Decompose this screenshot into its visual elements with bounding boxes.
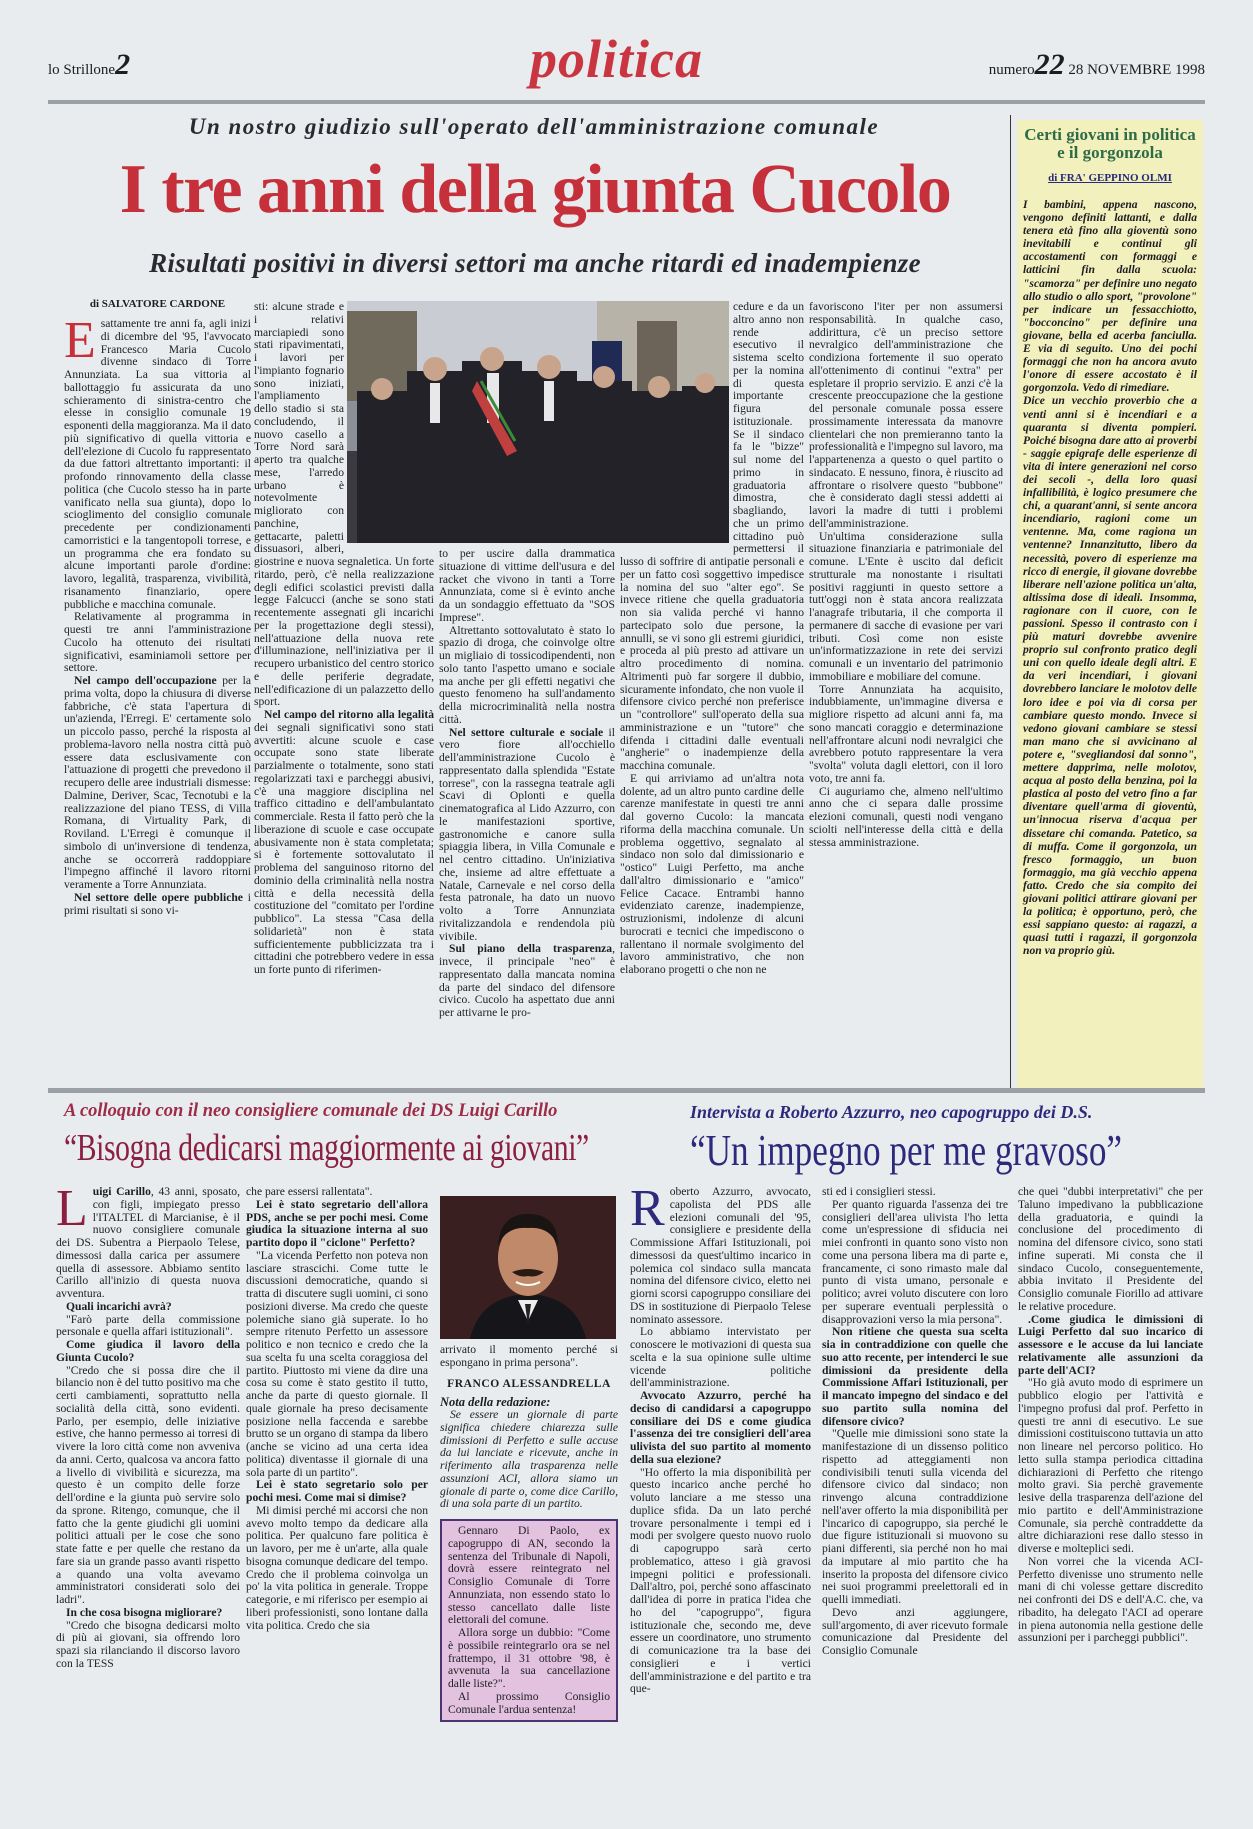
azzurro-column-2 xyxy=(822,1186,1008,1658)
sidebar-title: Certi giovani in politica e il gorgonzola xyxy=(1024,125,1196,162)
interviewee-name: uigi Carillo xyxy=(92,1185,151,1198)
question: .Come giudica le dimissioni di Luigi Perfetto dal suo incarico di assessore e le accuse da lui lanciate relativamente alle assunzioni da parte dell'ACI? xyxy=(1018,1312,1203,1377)
main-byline: di SALVATORE CARDONE xyxy=(89,298,226,310)
paragraph xyxy=(439,943,615,1020)
paragraph xyxy=(64,675,251,892)
paragraph xyxy=(254,709,434,977)
azzurro-column-3 xyxy=(1018,1186,1203,1645)
main-headline: I tre anni della giunta Cucolo xyxy=(119,151,951,228)
paragraph-lead: Nel campo del ritorno alla legalità xyxy=(264,708,434,721)
paper-name-text: lo Strillone xyxy=(48,62,116,78)
paragraph-text: Torre Annunziata ha acquisito, indubbiamente, un'immagine diversa e migliore rispetto ad alcuni anni fa, ma sono mancati coraggio e determinazione nell'affrontare alcuni nodi nevralgici che avrebbero potuto rappresentare la vera "svolta" voluta dagli elettori, con il loro voto, tre anni fa. xyxy=(809,682,1003,785)
box-paragraph: Gennaro Di Paolo, ex capogruppo di AN, secondo la sentenza del Tribunale di Napoli, dovrà essere reintegrato nel Consiglio Comunale di Torre Annunziata, non essendo stato lo stesso cancellato dalle liste elettorali del comune. xyxy=(448,1524,610,1627)
answer: "Ho offerto la mia disponibilità per questo incarico anche perché ho voluto lanciare a me stesso una duplice sfida. Da un lato perché trovare personalmente i tempi ed i modi per svolgere questo nuovo ruolo di capogruppo sarà certo problematico, atteso i già gravosi impegni politici e professionali. Dall'altro, poi, perché sono affascinato dall'idea di porre in pratica l'idea che ho del "capogruppo", figura istituzionale che, secondo me, deve essere un coordinatore, uno strumento di comunicazione tra la base dei consiglieri e i vertici dell'amministrazione e del partito e tra que- xyxy=(630,1465,811,1696)
issue-date: 28 NOVEMBRE 1998 xyxy=(1068,62,1205,78)
paragraph-text: oberto Azzurro, avvocato, capolista del PDS alle elezioni comunali del '95, consigliere e presidente della Commissione Affari Istituzionali, poi dimessosi da quest'ultimo incarico in polemica col sindaco sulla mancata nomina del difensore civico, eletto nei giorni scorsi capogruppo consiliare dei DS in sostituzione di Pierpaolo Telese nominato assessore. xyxy=(630,1185,811,1326)
paragraph-text: E qui arriviamo ad un'altra nota dolente, ad un altro punto cardine delle carenze manifestate in questi tre anni dal governo Cucolo: la mancata riforma della macchina comunale. Un problema oggettivo, segnalato al sindaco non solo dal dimissionario e "ostico" Luigi Perfetto, ma anche dall'altro dimissionario e "amico" Felice Cacace. Entrambi hanno evidenziato carenze, inadempienze, ostruzionismi, indolenze di alcuni burocrati e tecnici che impediscono o rallentano il normale svolgimento del lavoro amministrativo, che non elaborano progetti o che non ne xyxy=(620,771,804,976)
section-title: politica xyxy=(530,29,703,89)
paragraph xyxy=(64,312,251,611)
answer: che quei "dubbi interpretativi" che per Taluno impedivano la pubblicazione della graduatoria, e quindi la conclusione del procedimento di nomina del difensore civico, sono stati infine superati. Mi consta che il sindaco Cucolo, conseguentemente, abbia invitato il Presidente del Consiglio comunale Fiorillo ad attivare le relative procedure. xyxy=(1018,1185,1203,1313)
section-divider xyxy=(48,1088,1205,1093)
answer: "Credo che si possa dire che il bilancio non è del tutto positivo ma che certi cambiamenti, soprattutto nella socialità della città, sono evidenti. Parlo, per esempio, delle iniziative estive, che hanno permesso ai torresi di vivere la loro città come non avveniva da anni. Certo, qualcosa va ancora fatto a livello di vivibilità e sicurezza, ma questo è un compito delle forze dell'ordine e la giunta può servire solo da sprone. Ritengo, comunque, che il fatto che la gente giudichi gli uomini politici attuali per le cose che sono state fatte e per quelle che restano da fare sia un grande passo avanti rispetto a quando una volta avevamo amministratori considerati solo dei ladri". xyxy=(56,1363,240,1606)
main-kicker: Un nostro giudizio sull'operato dell'amministrazione comunale xyxy=(188,114,880,139)
paragraph-lead: Nel settore delle opere pubbliche xyxy=(74,890,243,904)
paragraph xyxy=(809,684,1003,786)
paragraph-text: cedure e da un altro anno non rende esecutivo il sistema scelto per la nomina di questa importante figura istituzionale. Se il sindaco fa le "bizze" sul nome del primo in graduatoria dimostra, sbagliando, che un primo cittadino può permettersi il lusso di soffrire di antipatie personali e per un fatto così soggettivo impedisce la nomina del suo "alter ego". Se invece ritiene che quella graduatoria non sia valida perché vi hanno partecipato solo due persone, la annulli, se vi sono gli estremi giuridici, e proceda al più presto ad attivare un altro procedimento di nomina. Altrimenti può far sorgere il dubbio, sicuramente infondato, che non vuole il difensore civico perché non preferisce un "controllore" sull'operato della sua amministrazione e un "tutore" che difenda i cittadini dalle eventuali "angherie" o inadempienze della macchina comunale. xyxy=(620,300,804,772)
main-column-1 xyxy=(64,312,251,917)
carillo-column-3 xyxy=(440,1344,618,1722)
paragraph-lead: Sul piano della trasparenza xyxy=(449,942,613,956)
paragraph-lead: Nel campo dell'occupazione xyxy=(74,674,217,687)
question: In che cosa bisogna migliorare? xyxy=(66,1605,223,1619)
carillo-column-2 xyxy=(246,1186,428,1632)
paragraph-text: Un'ultima considerazione sulla situazione finanziaria e patrimoniale del comune. L'Ente è uscito dal deficit strutturale ma nonostante i risultati positivi raggiunti in questo settore a tutt'oggi non è stata ancora realizzata l'anagrafe tributaria, il che comporta il permanere di sacche di evasione per vari tributi. Così come non esiste un'informatizzazione in rete dei servizi comunali e un inventario del patrimonio immobiliare e mobiliare del comune. xyxy=(809,529,1003,683)
issue-label: numero xyxy=(988,62,1035,78)
azzurro-kicker: Intervista a Roberto Azzurro, neo capogruppo dei D.S. xyxy=(690,1102,1093,1122)
intro-paragraph xyxy=(56,1180,240,1301)
paragraph-text: sattamente tre anni fa, agli inizi di dicembre del '95, l'avvocato Francesco Maria Cucolo divenne sindaco di Torre Annunziata. La sua vittoria al ballottaggio fu assicurata da uno schieramento di sinistra-centro che elesse in consiglio comunale 19 esponenti della maggioranza. Ma il dato più significativo di quella vittoria e dell'elezione di Cucolo fu rappresentato da due fattori altrettanto importanti: il profondo rinnovamento della classe politica (che Cucolo stesso ha in parte vanificato nella sua giunta), dopo lo scioglimento del consiglio comunale precedente per condizionamenti camorristici e la tangentopoli torrese, e un programma che era fondato su alcune importanti parole d'ordine: lavoro, legalità, trasparenza, vivibilità, risanamento finanziario, opere pubbliche e macchina comunale. xyxy=(64,317,251,611)
answer: "Quelle mie dimissioni sono state la manifestazione di un dissenso politico rispetto ad atteggiamenti non condivisibili tenuti sulla vicenda del difensore civico dal sindaco; non rinvengo alcuna contraddizione nell'aver offerto la mia disponibilità per l'incarico di capogruppo, sia perché le due figure istituzionali si muovono su piani differenti, sia perché non ho mai da imputare al mio partito che ha inserito la proposta del difensore civico nei suoi programmi preelettorali ed in quelli immediati. xyxy=(822,1427,1008,1606)
main-column-3 xyxy=(439,548,615,1020)
azzurro-column-1 xyxy=(630,1180,811,1696)
paragraph xyxy=(439,727,615,944)
news-box xyxy=(440,1519,618,1722)
paragraph xyxy=(809,301,1003,531)
answer: "Farò parte della commissione personale e quella affari istituzionali". xyxy=(56,1312,240,1339)
paragraph xyxy=(439,625,615,727)
question: Non ritiene che questa sua scelta sia in contraddizione con quelle che suo atto recente, per intenderci le sue dimissioni da presidente della Commissione Affari Istituzionali, per il mancato impegno del sindaco e del suo partito sulla nomina del difensore civico? xyxy=(822,1325,1008,1428)
sidebar-column xyxy=(1017,120,1203,1090)
answer: Devo anzi aggiungere, sull'argomento, di aver ricevuto formale comunicazione dal Presidente del Consiglio Comunale xyxy=(822,1605,1008,1657)
editor-note: Se essere un giornale di parte significa chiedere chiarezza sulle dimissioni di Perfetto e sulle accuse da lui lanciate e ricevute, anche in riferimento alla trasparenza nelle assunzioni ACI, allora siamo un gionale di parte o, come dice Carillo, di una sola parte di un partito. xyxy=(440,1408,618,1511)
paragraph-text: il vero fiore all'occhiello dell'amministrazione Cucolo è rappresentato dalla splendida "Estate torrese", con la rassegna teatrale agli Scavi di Oplonti e quella cinematografica al Lido Azzurro, con le manifestazioni sportive, gastronomiche e canore sulla spiaggia libera, in Villa Comunale e nel centro cittadino. Un'iniziativa che, insieme ad altre effettuate a Natale, Carnevale e nel corso della festa patronale, ha dato un nuovo volto a Torre Annunziata rivitalizzandola e rendendola più vivibile. xyxy=(439,725,615,943)
header-divider xyxy=(48,100,1205,104)
issue-info xyxy=(989,48,1205,82)
sidebar-body xyxy=(1017,198,1203,957)
answer: "Ho già avuto modo di esprimere un pubblico elogio per l'attività e l'impegno profusi dal prof. Perfetto in questi tre anni di esecutivo. Le sue dimissioni costituiscono tuttavia un atto non lineare nel percorso politico. Ho letto sulla stampa periodica cittadina dichiarazioni di Perfetto che ritengo molto gravi. Sia perchè gravemente lesive della trasparenza dell'azione del mio partito e dell'Amministrazione Comunale, sia perchè contraddette da altre dichiarazioni rese dallo stesso in diverse e molteplici sedi. xyxy=(1018,1376,1203,1555)
sidebar-divider xyxy=(1010,115,1011,1090)
intro-paragraph xyxy=(630,1180,811,1326)
editor-note-title: Nota della redazione: xyxy=(440,1395,551,1410)
paragraph-text: , 43 anni, sposato, con figli, impiegato presso l'ITALTEL di Marcianise, è il nuovo consigliere comunale dei DS. Subentra a Pierpaolo Telese, dimessosi dalla carica per assumere quella di assessore. Abbiamo sentito Carillo all'inizio di questa nuova avventura. xyxy=(56,1185,240,1300)
question: Come giudica il lavoro della Giunta Cucolo? xyxy=(56,1338,240,1364)
paragraph xyxy=(64,892,251,918)
carillo-headline: “Bisogna dedicarsi maggiormente ai giovani” xyxy=(64,1127,589,1169)
page-number: 2 xyxy=(115,48,131,81)
paragraph-text: i primi risultati si sono vi- xyxy=(64,890,251,917)
question: Quali incarichi avrà? xyxy=(66,1299,172,1313)
paragraph xyxy=(64,611,251,675)
paragraph-text: , invece, il principale "neo" è rappresentato dalla mancata nomina da parte del sindaco del difensore civico. Cucolo ha aspettato due anni per attivarne le pro- xyxy=(439,942,615,1019)
drop-cap: R xyxy=(630,1180,665,1237)
main-column-5 xyxy=(809,301,1003,849)
answer: Mi dimisi perché mi accorsi che non avevo molto tempo da dedicare alla politica. Per qualcuno fare politica è un lavoro, per me è un'arte, alla quale bisogna comunque dedicare del tempo. Credo che il problema coinvolga un po' la vita politica in generale. Troppe categorie, e mi riferisco per esempio ai liberi professionisti, sono lontane dalla vita politica. Credo che sia xyxy=(246,1503,428,1632)
answer: "Credo che bisogna dedicarsi molto di più ai giovani, sia offrendo loro spazi sia rilanciando il discorso lavoro con la TESS xyxy=(56,1618,240,1670)
answer: Lo abbiamo intervistato per conoscere le motivazioni di questa sua scelta e la sua opinione sulle ultime vicende politiche dell'amministrazione. xyxy=(630,1325,811,1390)
question: Lei è stato segretario dell'allora PDS, anche se per pochi mesi. Come giudica la situazione interna al suo partito dopo il "ciclone" Perfetto? xyxy=(246,1197,428,1249)
sidebar-paragraph: I bambini, appena nascono, vengono definiti lattanti, e dalla tenera età fino alla gioventù sono inevitabili e continui gli accostamenti con formaggi e latticini fin dalla scuola: "scamorza" per definire uno negato allo studio o allo sport, "provolone" per indicare un fessacchiotto, "bocconcino" per definire una giovane, bella ed acerba fanciulla. E via di seguito. Uno dei pochi formaggi che non ha ancora avuto l'onore di essere accostato è il gorgonzola. Vedo di rimediare. xyxy=(1023,198,1197,395)
paragraph xyxy=(439,548,615,625)
drop-cap: E xyxy=(64,312,96,369)
paragraph-text: per la prima volta, dopo la chiusura di diverse fabbriche, c'è stata l'apertura di un'azienda, l'Erregi. E' certamente solo un piccolo passo, perché la risposta al problema-lavoro nella nostra città può essere data esclusivamente con l'attuazione di progetti che prevedono il recupero delle aree industriali dismesse: Dalmine, Deriver, Scac, Tecnotubi e la realizzazione del piano TESS, di Villa Romana, di Virtuality Park, di Roviland. L'Erregi è comunque il simbolo di un'inversione di tendenza, anche se occorrerà raddoppiare l'impegno affinché il lavoro ritorni veramente a Torre Annunziata. xyxy=(64,674,251,891)
paragraph-text: Relativamente al programma in questi tre anni l'amministrazione Cucolo ha ottenuto dei risultati significativi, esaminiamoli settore per settore. xyxy=(64,610,251,675)
paragraph-text: Altrettanto sottovalutato è stato lo spazio di droga, che coinvolge oltre un migliaio di tossicodipendenti, non solo tanto l'aspetto umano e sociale ma anche per gli effetti negativi che questo fenomeno ha sull'andamento della microcriminalità nella nostra città. xyxy=(439,623,615,726)
paragraph-text: favoriscono l'iter per non assumersi responsabilità. In qualche caso, addirittura, c'è un preciso settore nevralgico dell'amministrazione che condiziona fortemente il suo operato all'ottenimento di continui "extra" per espletare il proprio servizio. E anzi c'è la crescente preoccupazione che la gestione del personale comunale possa essere prossimamente interessata da manovre clientelari che non premieranno tanto la professionalità e l'impegno sul lavoro, ma l'appartenenza a questo o quel partito o sindacato. E nessuno, finora, è riuscito ad affrontare o risolvere questo "bubbone" che è considerato dagli stessi addetti ai lavori la madre di tutti i problemi dell'amministrazione. xyxy=(809,300,1003,530)
paragraph-text: to per uscire dalla drammatica situazione di vittime dell'usura e del racket che vivono in tanti a Torre Annunziata, come si è evinto anche da un sondaggio effettuato da "SOS Imprese". xyxy=(439,547,615,624)
box-paragraph: Allora sorge un dubbio: "Come è possibile reintegrarlo ora se nel frattempo, il 31 ottobre '98, è avvenuta la sua cancellazione dalle liste?". xyxy=(448,1626,610,1690)
carillo-column-1 xyxy=(56,1180,240,1671)
azzurro-headline: “Un impegno per me gravoso” xyxy=(690,1126,1123,1175)
paragraph-text: Ci auguriamo che, almeno nell'ultimo anno che ci separa dalle prossime elezioni comunali, questi nodi vengano sciolti nell'interesse della città e della stessa amministrazione. xyxy=(809,784,1003,849)
drop-cap: L xyxy=(56,1180,88,1237)
question: Avvocato Azzurro, perché ha deciso di candidarsi a capogruppo consiliare dei DS e come giudica l'assenza dei tre consiglieri dell'area ulivista del suo partito al momento della sua elezione? xyxy=(630,1389,811,1466)
box-paragraph: Al prossimo Consiglio Comunale l'ardua sentenza! xyxy=(448,1689,610,1716)
answer: sti ed i consiglieri stessi. xyxy=(822,1185,936,1198)
paragraph xyxy=(809,786,1003,850)
answer: Non vorrei che la vicenda ACI-Perfetto divenisse uno strumento nelle mani di chi volesse gettare discredito nei confronti dei DS e dell'A.C. che, va ribadito, ha delegato l'ACI ad operare in piena autonomia nella gestione delle assunzioni per i parcheggi pubblici". xyxy=(1018,1554,1203,1645)
sidebar-paragraph: Dice un vecchio proverbio che a venti anni si è incendiari e a quaranta si diventa pompieri. Poiché bisogna dare atto ai proverbi - saggie epigrafe delle esperienze di vita di intere generazioni nel corso dei secoli -, della loro quasi infallibilità, è logico presumere che chi, a quarant'anni, si sente ancora incendiario, ragioni come un ventenne. Ma, come ragiona un ventenne? Innanzitutto, libero da necessità, povero di esperienze ma ricco di energie, il giovane dovrebbe liberare nell'azione politica un'alta, altissima dose di ideali. Insomma, ragionare con il cuore, con le passioni. Spesso il contrasto con i più maturi dovrebbe avvenire proprio sul confronto pratico degli uni con quello ideale degli altri. E da veri incendiari, i giovani dovrebbero lanciare le molotov delle loro idee e poi via di corsa per cambiare questo mondo. Invece si vedono giovani cambiare se stessi man mano che si avvicinano al potere e, "svegliandosi dal sonno", mettere dapprima, nelle molotov, acqua al posto della benzina, poi la plastica al posto del vetro fino a far diventare quell'arma di gioventù, un'innocua riserva d'acqua per dissetare chi comanda. Patetico, sa di muffa. Come il gorgonzola, un fresco formaggio, un buon formaggio, ma già vecchio appena fatto. Credo che sia compito dei giovani politici attirare giovani per la politica; è opportuno, però, che essi sappiano questo: ai ragazzi, a quasi tutti i ragazzi, il gorgonzola non va proprio giù. xyxy=(1023,394,1197,958)
paragraph-lead: Nel settore culturale e sociale xyxy=(449,725,604,739)
answer: arrivato il momento perché si espongano in prima persona". xyxy=(440,1343,618,1369)
answer: "La vicenda Perfetto non poteva non lasciare strascichi. Come tutte le discussioni democratiche, quando si tratta di discutere sugli uomini, ci sono posizioni diverse. Ma credo che queste polemiche siano già superate. Io ho sempre ritenuto Perfetto un assessore politico e non tecnico e credo che la sua scelta fu una scelta coraggiosa del partito. Piuttosto mi viene da dire una cosa su come è stato gestito il tutto, anche da parte di questo giornale. Il quale giornale ha preso decisamente posizione nella faccenda e sarebbe brutto se un organo di stampa da libero (anche se vicino ad una certa idea politica) diventasse il giornale di una sola parte di un partito". xyxy=(246,1248,428,1479)
sidebar-author: di FRA' GEPPINO OLMI xyxy=(1048,172,1172,184)
paragraph-text: dei segnali significativi sono stati avvertiti: alcune scuole e case occupate sono state liberate parzialmente o totalmente, sono stati regolarizzati taxi e parcheggi abusivi, c'è una maggiore disciplina nel traffico cittadino e dell'ambulantato commerciale. Resta il fatto però che la liberazione di scuole e case occupate abusivamente non è stata completata; si è fortemente sottovalutato il problema del sanguinoso ritorno del dominio della criminalità nella nostra città e della necessità della costituzione del "comitato per l'ordine pubblico". La stessa "Casa della solidarietà" non è stata sufficientemente pubblicizzata tra i cittadini che potrebbero vedere in essa un forte punto di riferimen- xyxy=(254,720,434,976)
paragraph xyxy=(809,531,1003,684)
carillo-portrait-photo xyxy=(440,1196,616,1339)
issue-number: 22 xyxy=(1034,48,1065,81)
carillo-kicker: A colloquio con il neo consigliere comunale dei DS Luigi Carillo xyxy=(64,1101,558,1121)
paper-name xyxy=(48,48,130,82)
crowd-photo xyxy=(347,301,729,543)
answer: che pare essersi rallentata". xyxy=(246,1185,373,1198)
answer: Per quanto riguarda l'assenza dei tre consiglieri dell'area ulivista l'ho letta come un'espressione di sfiducia nei miei confronti in quanto sono visto non come una persona libera ma di parte e, francamente, ci sono rimasto male dal punto di vista umano, personale e politico; avrei voluto discutere con loro per superare eventuali perplessità o disapprovazioni verso la mia persona". xyxy=(822,1197,1008,1326)
paragraph-text: sti: alcune strade e i relativi marciapiedi sono stati ripavimentati, i lavori per l'impianto fognario sono iniziati, l'ampliamento dello stadio si sta concludendo, il nuovo casello a Torre Nord sarà aperto tra qualche mese, l'arredo urbano è notevolmente migliorato con panchine, gettacarte, paletti dissuasori, alberi, giostrine e nuova segnaletica. Un forte ritardo, però, c'è nella realizzazione degli edifici scolastici previsti dalla legge Falcucci (anche se sono stati recentemente assegnati gli incarichi per la progettazione degli stessi), nell'attuazione della nuova rete d'illuminazione, nell'iniziativa per il recupero urbanistico del centro storico e delle periferie degradate, nell'edificazione di un palazzetto dello sport. xyxy=(254,300,434,709)
signature: FRANCO ALESSANDRELLA xyxy=(447,1376,611,1390)
question: Lei è stato segretario solo per pochi mesi. Come mai si dimise? xyxy=(246,1478,428,1504)
paragraph xyxy=(620,773,804,977)
main-subhead: Risultati positivi in diversi settori ma anche ritardi ed inadempienze xyxy=(149,248,921,278)
